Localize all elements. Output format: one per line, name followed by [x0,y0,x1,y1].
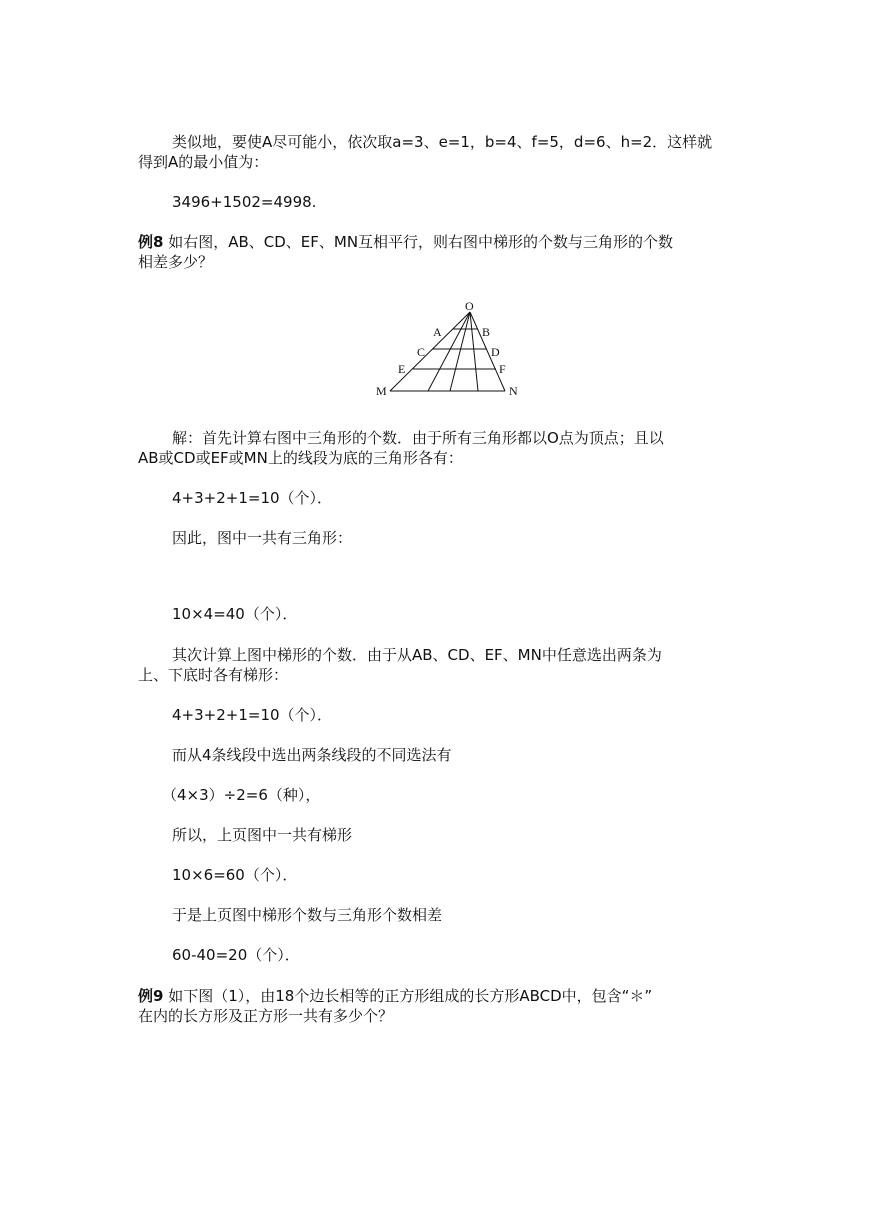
paragraph-line: 所以，上页图中一共有梯形 [172,826,353,844]
paragraph-line: 其次计算上图中梯形的个数．由于从AB、CD、EF、MN中任意选出两条为 [172,646,662,664]
paragraph-line: 类似地，要使A尽可能小，依次取a=3、e=1，b=4、f=5，d=6、h=2．这样就 [172,133,713,151]
inner-ray [450,312,470,391]
equation: 10×6=60（个）． [172,866,298,884]
paragraph-line: 得到A的最小值为： [138,153,269,171]
paragraph-line: 上、下底时各有梯形： [138,666,289,684]
trapezoid-triangle-figure [370,298,530,398]
label-O: O [465,299,474,313]
label-M: M [376,384,387,398]
label-N: N [509,384,518,398]
paragraph-line: AB或CD或EF或MN上的线段为底的三角形各有： [138,449,463,467]
label-E: E [398,362,406,376]
equation: 10×4=40（个）． [172,605,298,623]
example-8-heading [138,232,673,252]
inner-ray [470,312,478,391]
equation: 3496+1502=4998. [172,193,317,211]
equation: 4+3+2+1=10（个）． [172,706,333,724]
label-A: A [433,325,442,339]
equation: 60-40=20（个）． [172,946,300,964]
label-F: F [499,362,506,376]
paragraph-line: 相差多少？ [138,253,214,271]
example-text: 如右图，AB、CD、EF、MN互相平行，则右图中梯形的个数与三角形的个数 [163,233,674,251]
side-line-left [390,312,470,391]
paragraph-line: 在内的长方形及正方形一共有多少个？ [138,1007,394,1025]
example-9-heading [138,986,652,1006]
paragraph-line: 解：首先计算右图中三角形的个数．由于所有三角形都以O点为顶点；且以 [172,429,664,447]
paragraph-line: 而从4条线段中选出两条线段的不同选法有 [172,746,452,764]
equation: 4+3+2+1=10（个）． [172,489,333,507]
paragraph-line: 因此，图中一共有三角形： [172,529,353,547]
inner-ray [428,312,470,391]
example-label: 例9 [138,987,164,1005]
paragraph-line: 于是上页图中梯形个数与三角形个数相差 [172,906,443,924]
label-C: C [417,345,426,359]
example-text: 如下图（1），由18个边长相等的正方形组成的长方形ABCD中，包含“＊” [163,987,653,1005]
equation: （4×3）÷2=6（种）， [162,786,321,804]
side-line-right [470,312,505,391]
example-label: 例8 [138,233,164,251]
label-B: B [482,325,491,339]
label-D: D [491,345,500,359]
